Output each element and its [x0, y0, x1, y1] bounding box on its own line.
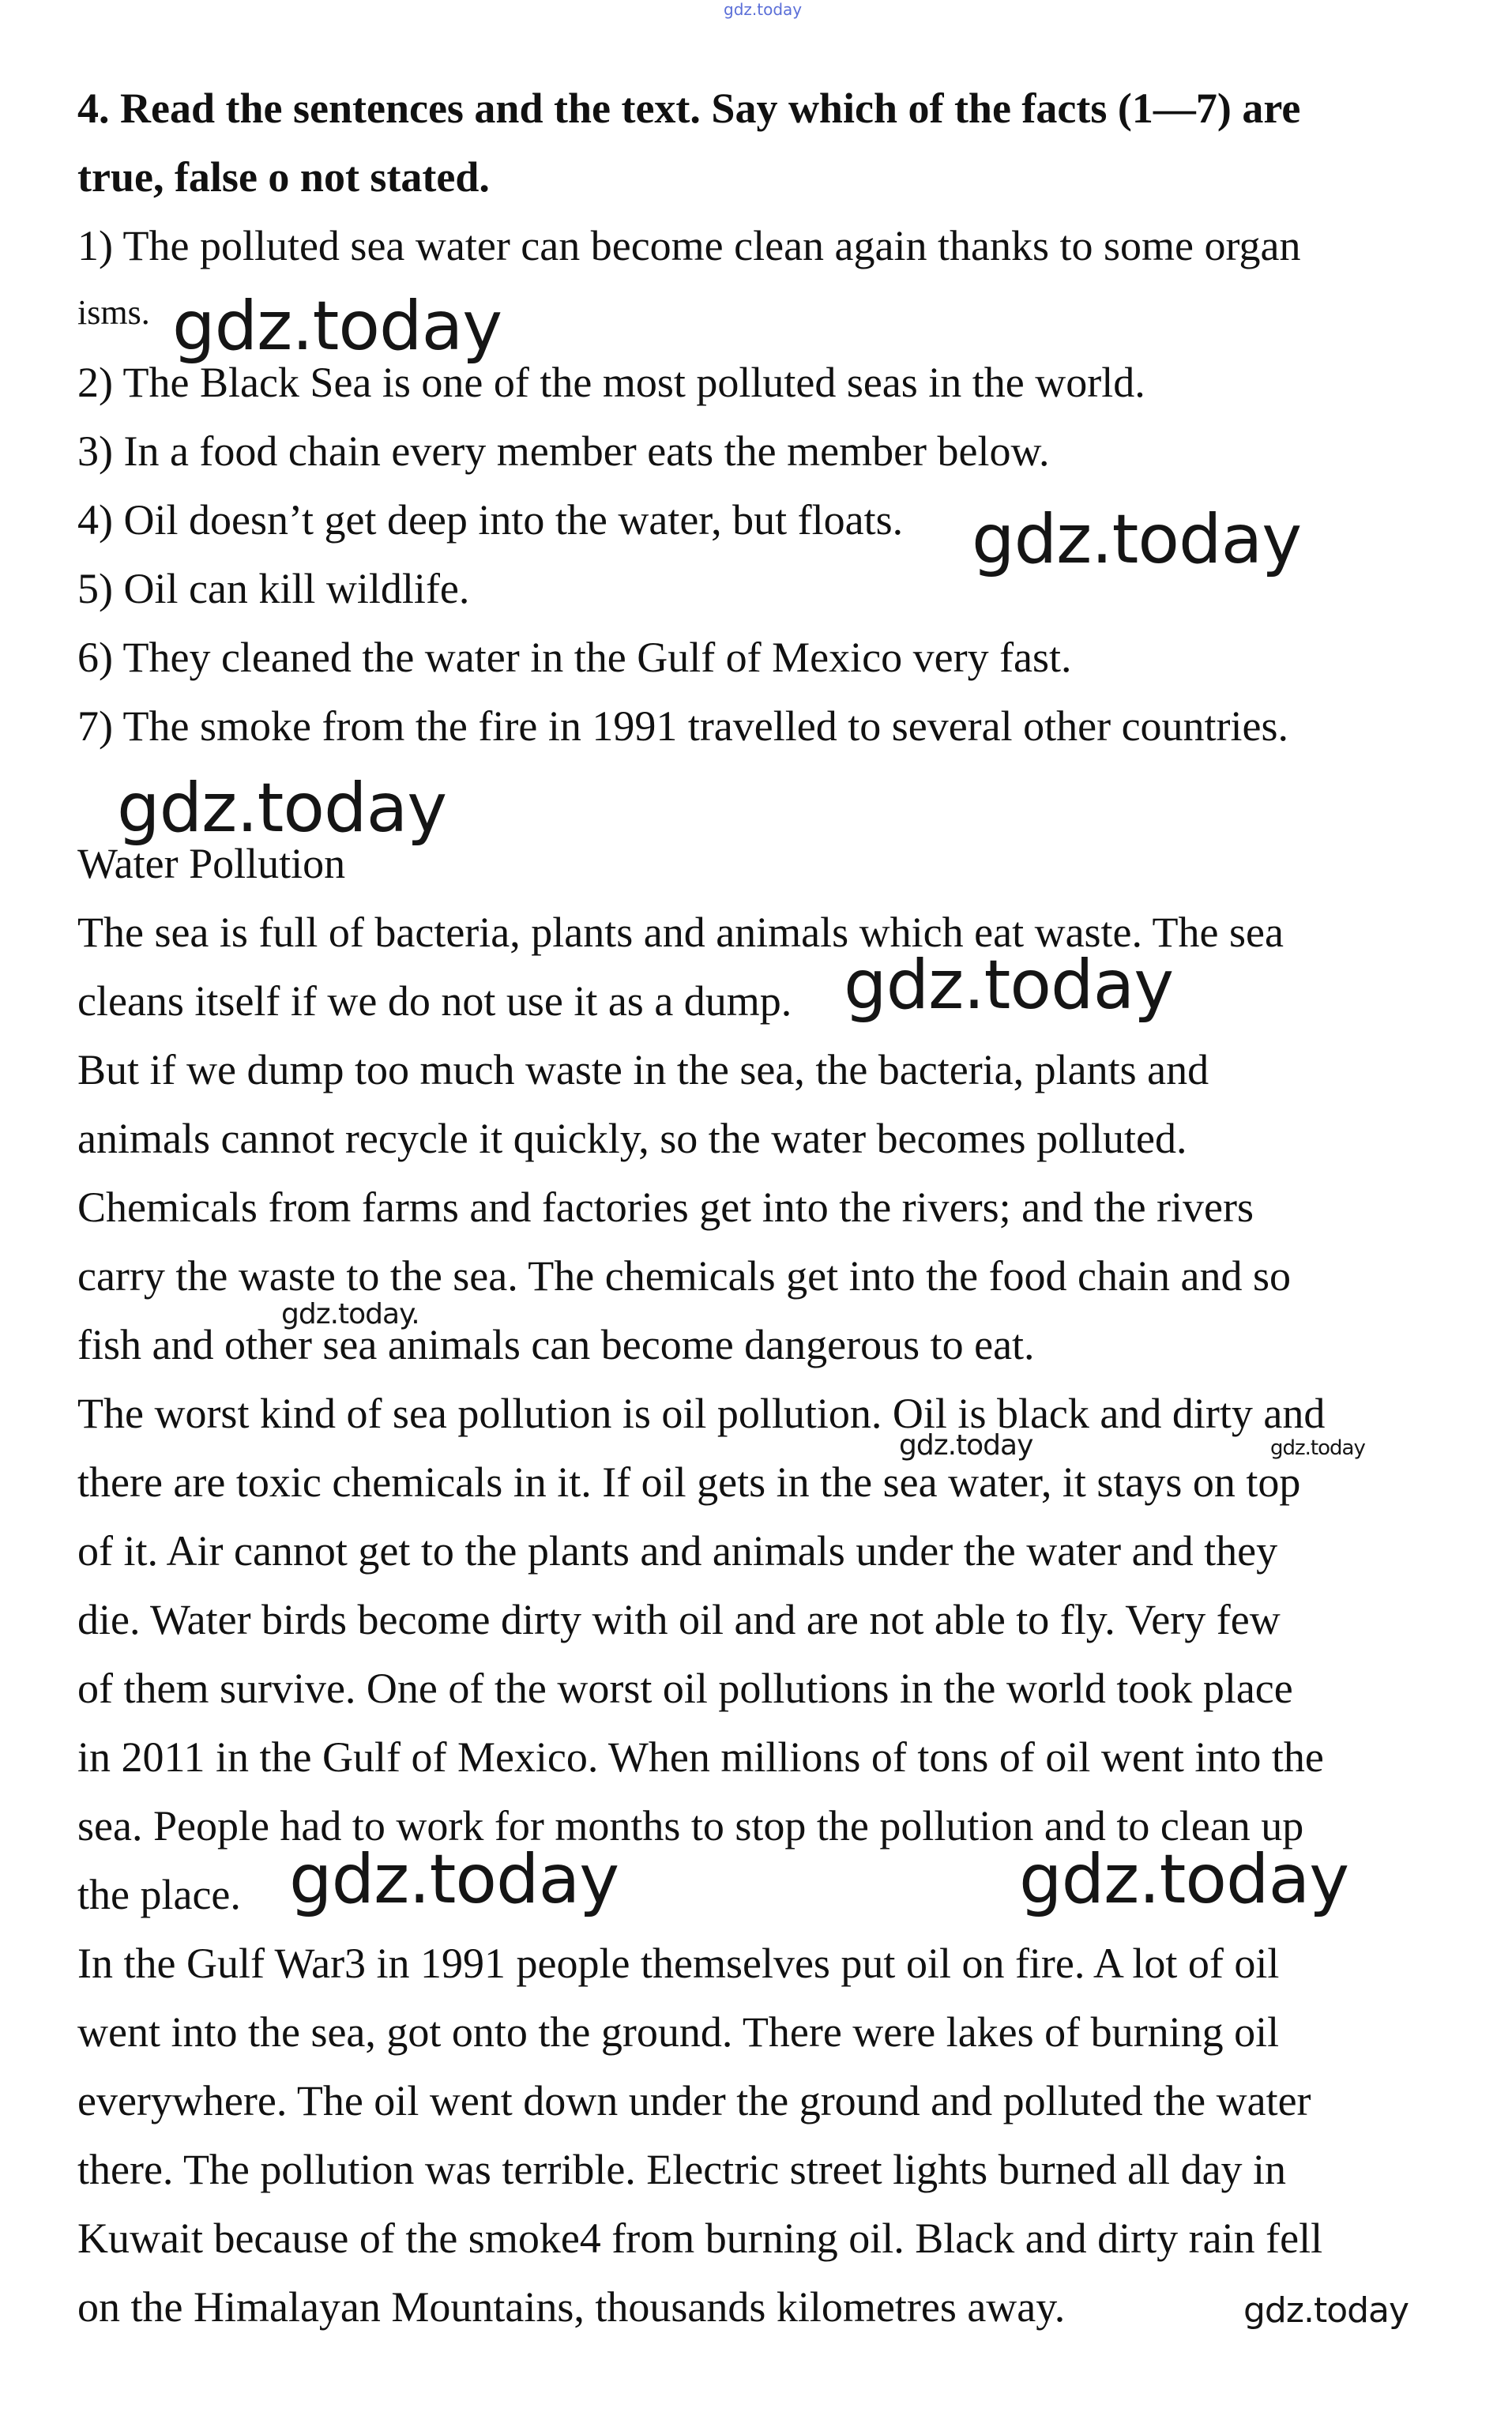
task-heading-line-1: 4. Read the sentences and the text. Say which of the facts (1—7) are — [77, 85, 1301, 132]
watermark-10: gdz.today — [1243, 2290, 1409, 2331]
task-heading-line-2: true, false o not stated. — [77, 153, 490, 201]
text-line: animals cannot recycle it quickly, so the water becomes polluted. — [77, 1115, 1187, 1162]
fact-1-line-2: isms. — [77, 293, 150, 332]
text-line: of them survive. One of the worst oil pollutions in the world took place — [77, 1665, 1293, 1712]
text-line: the place. — [77, 1871, 241, 1918]
text-line: Chemicals from farms and factories get into the rivers; and the rivers — [77, 1184, 1254, 1231]
text-line: die. Water birds become dirty with oil and are not able to fly. Very few — [77, 1596, 1281, 1643]
watermark-top: gdz.today — [724, 0, 803, 19]
text-line: of it. Air cannot get to the plants and animals under the water and they — [77, 1527, 1278, 1575]
fact-3: 3) In a food chain every member eats the member below. — [77, 427, 1050, 475]
watermark-1: gdz.today — [172, 287, 502, 366]
text-line: The sea is full of bacteria, plants and animals which eat waste. The sea — [77, 909, 1284, 956]
text-line: cleans itself if we do not use it as a dump. — [77, 977, 792, 1025]
watermark-6: gdz.today — [899, 1429, 1033, 1462]
fact-7: 7) The smoke from the fire in 1991 travelled to several other countries. — [77, 702, 1289, 750]
watermark-8: gdz.today — [289, 1840, 619, 1919]
fact-4: 4) Oil doesn’t get deep into the water, but floats. — [77, 496, 904, 544]
fact-2: 2) The Black Sea is one of the most polluted seas in the world. — [77, 359, 1145, 406]
text-line: on the Himalayan Mountains, thousands kilometres away. — [77, 2283, 1066, 2331]
fact-1-line-1: 1) The polluted sea water can become clean again thanks to some organ — [77, 222, 1301, 269]
watermark-5: gdz.today. — [281, 1298, 419, 1330]
text-line: there are toxic chemicals in it. If oil gets in the sea water, it stays on top — [77, 1458, 1301, 1506]
text-line: carry the waste to the sea. The chemicals get into the food chain and so — [77, 1252, 1291, 1300]
text-line: everywhere. The oil went down under the ground and polluted the water — [77, 2077, 1311, 2124]
watermark-2: gdz.today — [972, 500, 1302, 579]
fact-6: 6) They cleaned the water in the Gulf of Mexico very fast. — [77, 634, 1072, 681]
watermark-4: gdz.today — [844, 946, 1174, 1025]
text-line: In the Gulf War3 in 1991 people themselves put oil on fire. A lot of oil — [77, 1940, 1280, 1987]
text-line: The worst kind of sea pollution is oil pollution. Oil is black and dirty and — [77, 1390, 1326, 1437]
text-line: there. The pollution was terrible. Electric street lights burned all day in — [77, 2146, 1287, 2193]
text-line: sea. People had to work for months to stop the pollution and to clean up — [77, 1802, 1304, 1850]
watermark-3: gdz.today — [117, 769, 447, 848]
watermark-9: gdz.today — [1019, 1840, 1349, 1919]
text-line: Kuwait because of the smoke4 from burning oil. Black and dirty rain fell — [77, 2215, 1323, 2262]
watermark-7: gdz.today — [1270, 1436, 1365, 1460]
text-line: in 2011 in the Gulf of Mexico. When millions of tons of oil went into the — [77, 1733, 1324, 1781]
text-line: fish and other sea animals can become dangerous to eat. — [77, 1321, 1035, 1368]
text-line: went into the sea, got onto the ground. There were lakes of burning oil — [77, 2008, 1280, 2056]
text-title: Water Pollution — [77, 840, 346, 887]
fact-5: 5) Oil can kill wildlife. — [77, 565, 470, 612]
text-line: But if we dump too much waste in the sea, the bacteria, plants and — [77, 1046, 1209, 1093]
